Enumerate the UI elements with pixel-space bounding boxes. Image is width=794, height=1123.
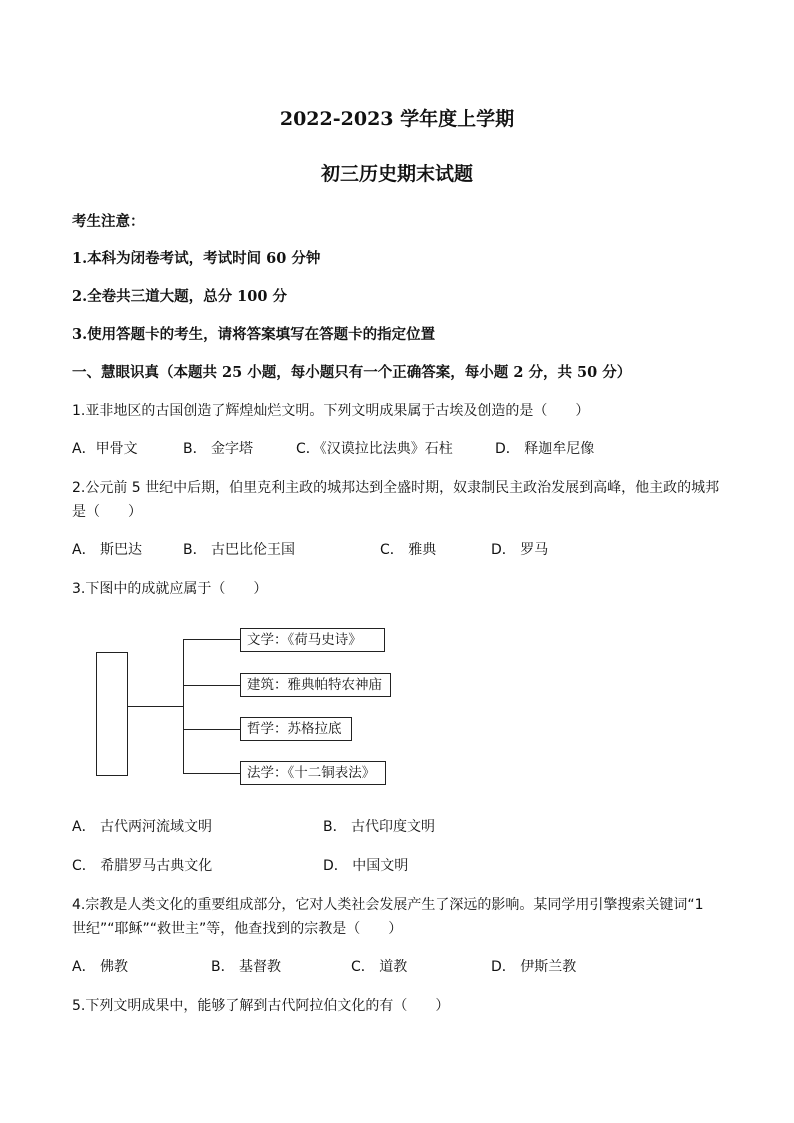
option-a[interactable]: A． 古代两河流域文明 — [72, 819, 213, 835]
options-row — [0, 956, 794, 976]
question-stem-continued: 是（ ） — [72, 504, 142, 520]
connector-line — [183, 773, 240, 774]
connector-line — [183, 639, 184, 773]
question-stem: 2.公元前 5 世纪中后期，伯里克利主政的城邦达到全盛时期，奴隶制民主政治发展到高峰，他主政的城邦 — [72, 480, 720, 496]
option-a[interactable]: A． 佛教 — [72, 959, 129, 975]
blank-answer-box — [96, 652, 128, 776]
options-row — [0, 855, 794, 875]
diagram-box-philosophy: 哲学：苏格拉底 — [240, 717, 352, 741]
option-a[interactable]: A．甲骨文 — [72, 441, 138, 457]
options-row — [0, 816, 794, 836]
section-heading: 一、慧眼识真（本题共 25 小题，每小题只有一个正确答案，每小题 2 分，共 50 分） — [72, 364, 632, 381]
option-c[interactable]: C． 道教 — [351, 959, 408, 975]
notice-item: 3.使用答题卡的考生，请将答案填写在答题卡的指定位置 — [72, 326, 436, 343]
question-stem: 4.宗教是人类文化的重要组成部分，它对人类社会发展产生了深远的影响。某同学用引擎搜索关键词“1 — [72, 897, 704, 913]
option-b[interactable]: B． 古代印度文明 — [323, 819, 436, 835]
option-c[interactable]: C． 雅典 — [380, 542, 437, 558]
exam-subtitle: 初三历史期末试题 — [320, 163, 473, 185]
option-b[interactable]: B． 古巴比伦王国 — [183, 542, 296, 558]
question-stem: 3.下图中的成就应属于（ ） — [72, 581, 268, 597]
options-row — [0, 539, 794, 559]
option-d[interactable]: D． 释迦牟尼像 — [495, 441, 595, 457]
connector-line — [183, 685, 240, 686]
diagram-box-literature: 文学：《荷马史诗》 — [240, 628, 385, 652]
connector-line — [128, 706, 183, 707]
diagram-box-architecture: 建筑：雅典帕特农神庙 — [240, 673, 391, 697]
notice-heading: 考生注意： — [72, 213, 145, 230]
option-b[interactable]: B． 金字塔 — [183, 441, 254, 457]
question-stem-continued: 世纪”“耶稣”“救世主”等，他查找到的宗教是（ ） — [72, 921, 403, 937]
option-a[interactable]: A． 斯巴达 — [72, 542, 143, 558]
question-stem: 5.下列文明成果中，能够了解到古代阿拉伯文化的有（ ） — [72, 998, 450, 1014]
option-c[interactable]: C．《汉谟拉比法典》石柱 — [296, 441, 453, 457]
notice-item: 1.本科为闭卷考试，考试时间 60 分钟 — [72, 250, 321, 267]
options-row — [0, 438, 794, 458]
diagram-box-law: 法学：《十二铜表法》 — [240, 761, 386, 785]
connector-line — [183, 639, 240, 640]
question-stem: 1.亚非地区的古国创造了辉煌灿烂文明。下列文明成果属于古埃及创造的是（ ） — [72, 403, 590, 419]
option-d[interactable]: D． 伊斯兰教 — [491, 959, 577, 975]
option-c[interactable]: C． 希腊罗马古典文化 — [72, 858, 213, 874]
notice-item: 2.全卷共三道大题，总分 100 分 — [72, 288, 287, 305]
exam-title: 2022-2023 学年度上学期 — [279, 108, 515, 130]
option-d[interactable]: D． 中国文明 — [323, 858, 409, 874]
connector-line — [183, 729, 240, 730]
option-b[interactable]: B． 基督教 — [211, 959, 282, 975]
option-d[interactable]: D． 罗马 — [491, 542, 549, 558]
